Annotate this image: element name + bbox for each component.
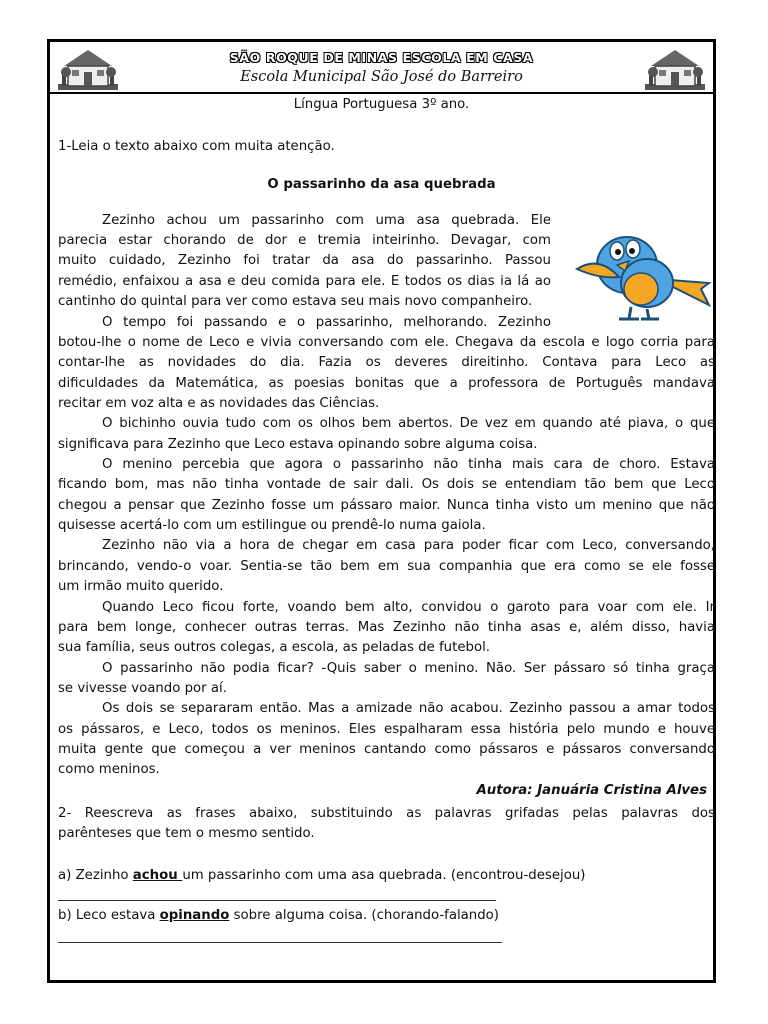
item-b-prefix: b) Leco estava — [58, 908, 160, 923]
story-line: se vivesse voando por aí. — [58, 681, 227, 696]
question-1: 1-Leia o texto abaixo com muita atenção. — [58, 139, 335, 154]
school-name: Escola Municipal São José do Barreiro — [240, 69, 523, 85]
story-line: sua família, seus outros colegas, a escola, as peladas de futebol. — [58, 640, 490, 655]
item-a-answer-line[interactable]: _________________________________________________________________________ — [58, 887, 496, 901]
school-header — [50, 42, 713, 94]
story-line: Zezinho achou um passarinho com uma asa quebrada. Ele — [102, 213, 551, 228]
item-b — [58, 906, 499, 926]
item-b-suffix: sobre alguma coisa. (chorando-falando) — [229, 908, 499, 923]
story-line: ficando bom, mas não tinha vontade de sair dali. Os dois se entendiam tão bem que Leco — [58, 477, 715, 492]
item-b-answer-line[interactable]: __________________________________________________________________________ — [58, 929, 502, 943]
story-author: Autora: Januária Cristina Alves — [476, 783, 707, 798]
story-line: Zezinho não via a hora de chegar em casa para poder ficar com Leco, conversando, — [102, 538, 715, 553]
story-title: O passarinho da asa quebrada — [267, 177, 496, 192]
story-line: recitar em voz alta e as novidades das Ciências. — [58, 396, 380, 411]
story-line: O passarinho não podia ficar? -Quis saber o menino. Não. Ser pássaro só tinha graça — [102, 661, 715, 676]
story-line: dificuldades da Matemática, as poesias bonitas que a professora de Português mandava — [58, 376, 715, 391]
story-line: chegou a pensar que Zezinho fosse um pássaro maior. Nunca tinha visto um menino que não — [58, 498, 715, 513]
story-line: quisesse acertá-lo com um estilingue ou prendê-lo numa gaiola. — [58, 518, 486, 533]
story-line: remédio, enfaixou a asa e deu comida para ele. E todos os dias ia lá ao — [58, 274, 551, 289]
story-line: O tempo foi passando e o passarinho, melhorando. Zezinho — [102, 315, 551, 330]
story-line: significava para Zezinho que Leco estava opinando sobre alguma coisa. — [58, 437, 538, 452]
item-b-underlined-word: opinando — [159, 908, 230, 923]
story-line: para bem longe, conhecer outras terras. Mas Zezinho não tinha asas e, além disso, havia — [58, 620, 715, 635]
story-line: brincando, vendo-o voar. Sentia-se tão bem em sua companhia que era como se ele fosse — [58, 559, 715, 574]
story-line: cantinho do quintal para ver como estava seu mais novo companheiro. — [58, 294, 533, 309]
question-2-line1: 2- Reescreva as frases abaixo, substituindo as palavras grifadas pelas palavras dos — [58, 806, 715, 821]
question-2-line2: parênteses que tem o mesmo sentido. — [58, 826, 315, 841]
story-line: parecia estar chorando de dor e tremia inteirinho. Devagar, com — [58, 233, 551, 248]
school-house-icon-right — [643, 44, 707, 92]
bird-illustration — [569, 207, 715, 322]
story-line: muita gente que começou a ver meninos cantando como pássaros e pássaros conversando — [58, 742, 715, 757]
item-a-suffix: um passarinho com uma asa quebrada. (encontrou-desejou) — [182, 868, 586, 883]
subject-line: Língua Portuguesa 3º ano. — [293, 97, 470, 112]
item-a — [58, 866, 585, 886]
story-line: botou-lhe o nome de Leco e vivia conversando com ele. Chegava da escola e logo corria para — [58, 335, 715, 350]
story-line: O bichinho ouvia tudo com os olhos bem abertos. De vez em quando até piava, o que — [102, 416, 715, 431]
worksheet-frame — [47, 39, 716, 983]
story-line: Os dois se separaram então. Mas a amizade não acabou. Zezinho passou a amar todos — [102, 701, 715, 716]
item-a-prefix: a) Zezinho — [58, 868, 133, 883]
story-line: contar-lhe as novidades do dia. Fazia os deveres direitinho. Contava para Leco as — [58, 355, 715, 370]
story-line: muito cuidado, Zezinho foi tratar da asa do passarinho. Passou — [58, 253, 551, 268]
story-line: os pássaros, e Leco, todos os meninos. Eles espalharam essa história pelo mundo e houve — [58, 722, 715, 737]
story-line: um irmão muito querido. — [58, 579, 224, 594]
item-a-underlined-word: achou — [132, 868, 183, 883]
school-network-title: SÃO ROQUE DE MINAS ESCOLA EM CASA — [229, 50, 534, 65]
story-line: como meninos. — [58, 762, 160, 777]
story-line: Quando Leco ficou forte, voando bem alto, convidou o garoto para voar com ele. Ir — [102, 600, 715, 615]
story-line: O menino percebia que agora o passarinho não tinha mais cara de choro. Estava — [102, 457, 715, 472]
